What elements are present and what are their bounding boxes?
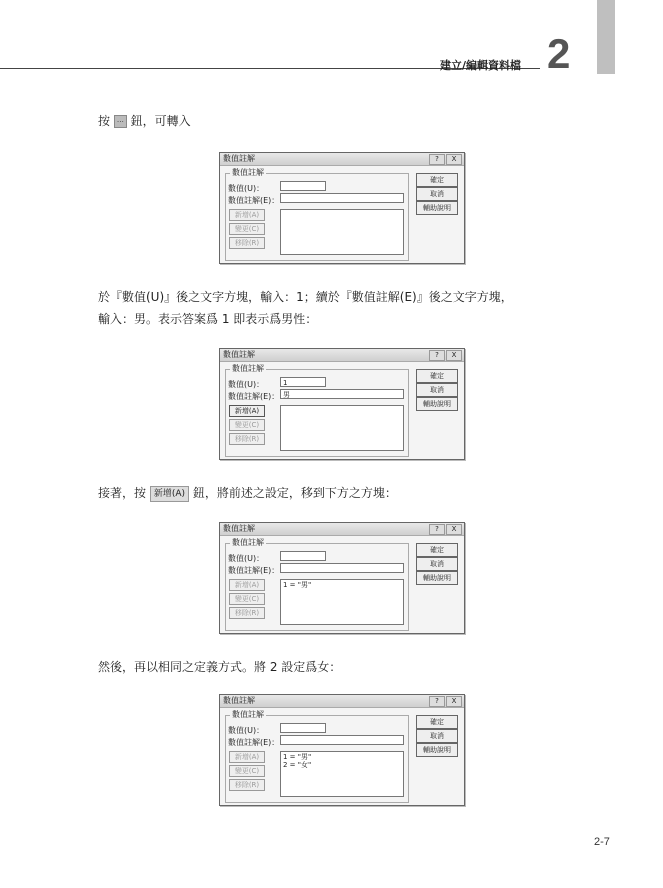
help-button[interactable]: 輔助說明 (416, 743, 458, 757)
value-label: 數值(U)： (228, 554, 265, 563)
para3-text-before: 接著，按 (98, 486, 147, 500)
cancel-button[interactable]: 取消 (416, 383, 458, 397)
group-label: 數值註解 (232, 710, 264, 719)
group-label: 數值註解 (232, 538, 264, 547)
value-label: 數值(U)： (228, 726, 265, 735)
value-labels-dialog-1 (219, 152, 465, 264)
remove-button[interactable]: 移除(R) (229, 237, 265, 249)
para2-line2: 輸入：男。表示答案爲 1 即表示爲男性： (98, 312, 318, 326)
para1-text-after: 鈕，可轉入 (130, 114, 191, 128)
list-item[interactable]: 1 = "男" (283, 753, 312, 761)
page-number: 2-7 (594, 836, 610, 848)
dialog-title: 數值註解 (220, 695, 464, 708)
label-label: 數值註解(E)： (228, 566, 280, 575)
label-input[interactable] (280, 193, 404, 203)
change-button[interactable]: 變更(C) (229, 593, 265, 605)
change-button[interactable]: 變更(C) (229, 765, 265, 777)
change-button[interactable]: 變更(C) (229, 223, 265, 235)
label-label: 數值註解(E)： (228, 196, 280, 205)
add-button[interactable]: 新增(A) (229, 751, 265, 763)
close-title-button[interactable]: X (446, 696, 462, 707)
add-button[interactable]: 新增(A) (229, 405, 265, 417)
ellipsis-icon: … (114, 115, 127, 128)
value-labels-dialog-3 (219, 522, 465, 634)
remove-button[interactable]: 移除(R) (229, 607, 265, 619)
chapter-tab (597, 0, 615, 74)
paragraph-2 (98, 286, 513, 330)
change-button[interactable]: 變更(C) (229, 419, 265, 431)
inline-add-button: 新增(A) (150, 486, 189, 502)
help-title-button[interactable]: ? (429, 154, 445, 165)
label-input[interactable] (280, 735, 404, 745)
label-input[interactable]: 男 (280, 389, 404, 399)
para3-text-after: 鈕，將前述之設定，移到下方之方塊： (192, 486, 397, 500)
labels-list[interactable] (280, 579, 404, 625)
cancel-button[interactable]: 取消 (416, 557, 458, 571)
value-label: 數值(U)： (228, 380, 265, 389)
value-input[interactable] (280, 551, 326, 561)
help-title-button[interactable]: ? (429, 524, 445, 535)
help-title-button[interactable]: ? (429, 350, 445, 361)
add-button[interactable]: 新增(A) (229, 209, 265, 221)
group-label: 數值註解 (232, 364, 264, 373)
value-labels-dialog-4 (219, 694, 465, 806)
remove-button[interactable]: 移除(R) (229, 779, 265, 791)
label-label: 數值註解(E)： (228, 392, 280, 401)
dialog-title: 數值註解 (220, 523, 464, 536)
labels-list[interactable] (280, 751, 404, 797)
ok-button[interactable]: 確定 (416, 173, 458, 187)
value-label: 數值(U)： (228, 184, 265, 193)
paragraph-1 (98, 110, 191, 132)
dialog-title: 數值註解 (220, 349, 464, 362)
close-title-button[interactable]: X (446, 350, 462, 361)
list-item[interactable]: 2 = "女" (283, 761, 312, 769)
help-button[interactable]: 輔助說明 (416, 571, 458, 585)
value-input[interactable]: 1 (280, 377, 326, 387)
help-button[interactable]: 輔助說明 (416, 397, 458, 411)
chapter-number: 2 (547, 30, 571, 77)
paragraph-4 (98, 656, 341, 678)
cancel-button[interactable]: 取消 (416, 187, 458, 201)
close-title-button[interactable]: X (446, 154, 462, 165)
value-input[interactable] (280, 181, 326, 191)
chapter-title: 建立/編輯資料檔 (440, 59, 522, 72)
para2-line1: 於『數值(U)』後之文字方塊，輸入：1；續於『數值註解(E)』後之文字方塊， (98, 290, 513, 304)
value-input[interactable] (280, 723, 326, 733)
ok-button[interactable]: 確定 (416, 543, 458, 557)
cancel-button[interactable]: 取消 (416, 729, 458, 743)
para4-text: 然後，再以相同之定義方式。將 2 設定爲女： (98, 660, 342, 674)
label-input[interactable] (280, 563, 404, 573)
list-item[interactable]: 1 = "男" (283, 581, 312, 589)
ok-button[interactable]: 確定 (416, 369, 458, 383)
help-button[interactable]: 輔助說明 (416, 201, 458, 215)
labels-list[interactable] (280, 209, 404, 255)
paragraph-3 (98, 482, 397, 504)
value-labels-dialog-2 (219, 348, 465, 460)
dialog-title: 數值註解 (220, 153, 464, 166)
ok-button[interactable]: 確定 (416, 715, 458, 729)
group-label: 數值註解 (232, 168, 264, 177)
help-title-button[interactable]: ? (429, 696, 445, 707)
labels-list[interactable] (280, 405, 404, 451)
remove-button[interactable]: 移除(R) (229, 433, 265, 445)
close-title-button[interactable]: X (446, 524, 462, 535)
para1-text-before: 按 (98, 114, 111, 128)
label-label: 數值註解(E)： (228, 738, 280, 747)
add-button[interactable]: 新增(A) (229, 579, 265, 591)
